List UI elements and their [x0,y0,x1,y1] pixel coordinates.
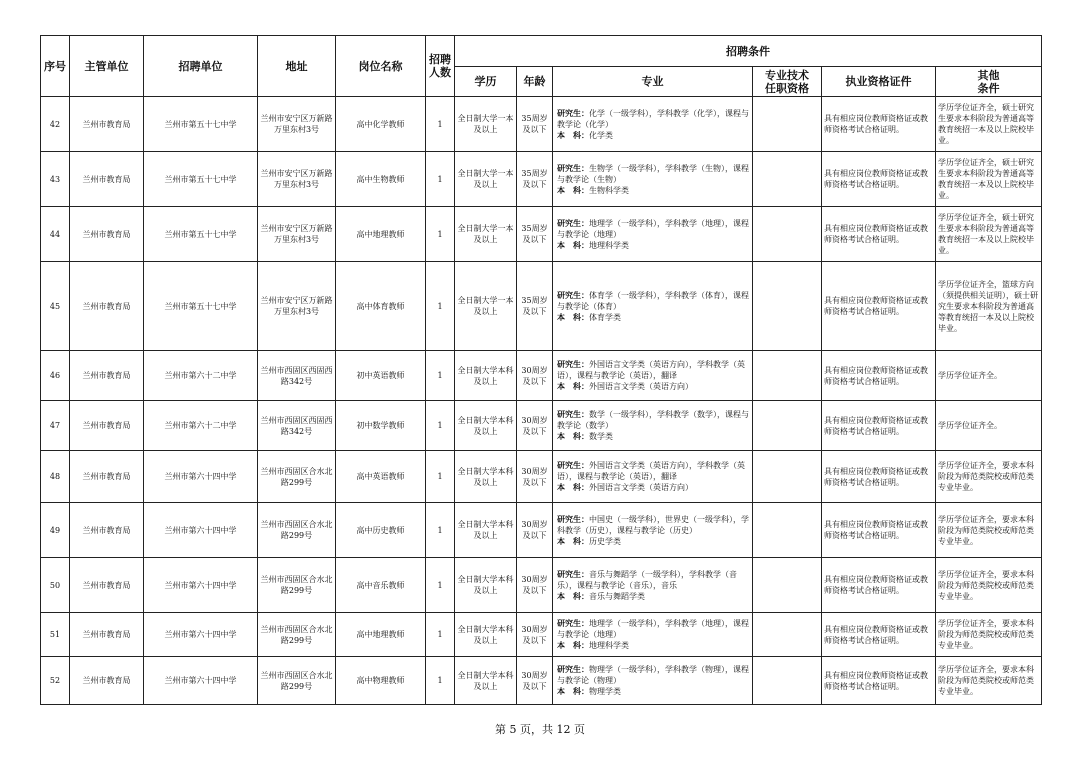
cell-education: 全日制大学一本及以上 [455,152,517,207]
grad-majors: 外国语言文学类（英语方向），学科教学（英语），课程与教学论（英语），翻译 [557,461,745,481]
header-education: 学历 [455,67,517,97]
cell-position: 高中物理教师 [336,657,426,705]
header-recruiting-unit: 招聘单位 [144,36,258,97]
grad-majors: 数学（一级学科），学科教学（数学），课程与教学论（数学） [557,410,749,430]
cell-major [553,558,753,613]
cell-certificate: 具有相应岗位教师资格证或教师资格考试合格证明。 [822,401,936,451]
cell-headcount: 1 [426,613,455,657]
cell-professional-title [753,207,822,262]
header-certificate: 执业资格证件 [822,67,936,97]
cell-position: 高中历史教师 [336,503,426,558]
header-other-conditions [936,67,1042,97]
cell-education: 全日制大学本科及以上 [455,351,517,401]
cell-address: 兰州市西固区合水北路299号 [258,613,336,657]
cell-serial-no: 50 [41,558,70,613]
undergrad-majors: 数学类 [589,432,613,441]
grad-label: 研究生： [557,618,589,628]
grad-label: 研究生： [557,162,589,173]
cell-education: 全日制大学一本及以上 [455,207,517,262]
page-footer: 第 5 页，共 12 页 [495,723,585,736]
cell-professional-title [753,351,822,401]
cell-serial-no: 45 [41,262,70,351]
cell-department: 兰州市教育局 [70,657,144,705]
cell-age: 35周岁及以下 [517,97,553,152]
table-row [41,207,1042,262]
table-row [41,351,1042,401]
cell-age: 30周岁及以下 [517,351,553,401]
grad-majors: 生物学（一级学科），学科教学（生物），课程与教学论（生物） [557,163,749,184]
cell-professional-title [753,262,822,351]
grad-label: 研究生： [557,513,589,524]
cell-other-conditions: 学历学位证齐全，要求本科阶段为师范类院校或师范类专业毕业。 [936,613,1042,657]
header-department: 主管单位 [70,36,144,97]
cell-certificate: 具有相应岗位教师资格证或教师资格考试合格证明。 [822,451,936,503]
cell-headcount: 1 [426,351,455,401]
cell-major [553,401,753,451]
header-other-line1: 其他 [977,68,1000,82]
cell-professional-title [753,451,822,503]
cell-professional-title [753,657,822,705]
cell-department: 兰州市教育局 [70,451,144,503]
cell-other-conditions: 学历学位证齐全。 [936,401,1042,451]
cell-serial-no: 47 [41,401,70,451]
header-headcount-line2: 人数 [429,66,451,79]
undergrad-label: 本 科： [557,686,589,696]
cell-headcount: 1 [426,451,455,503]
cell-address: 兰州市安宁区万新路万里东村3号 [258,262,336,351]
cell-address: 兰州市安宁区万新路万里东村3号 [258,97,336,152]
undergrad-label: 本 科： [557,381,589,391]
grad-majors: 物理学（一级学科），学科教学（物理），课程与教学论（物理） [557,665,749,685]
grad-majors: 地理学（一级学科），学科教学（地理），课程与教学论（地理） [557,619,749,639]
cell-address: 兰州市安宁区万新路万里东村3号 [258,152,336,207]
cell-recruiting-unit: 兰州市第五十七中学 [144,262,258,351]
cell-headcount: 1 [426,152,455,207]
cell-certificate: 具有相应岗位教师资格证或教师资格考试合格证明。 [822,503,936,558]
cell-department: 兰州市教育局 [70,207,144,262]
cell-other-conditions: 学历学位证齐全，要求本科阶段为师范类院校或师范类专业毕业。 [936,558,1042,613]
table-row [41,613,1042,657]
grad-majors: 化学（一级学科），学科教学（化学），课程与教学论（化学） [557,108,749,129]
cell-address: 兰州市西固区合水北路299号 [258,503,336,558]
undergrad-majors: 化学类 [589,130,613,140]
table-row [41,451,1042,503]
undergrad-majors: 音乐与舞蹈学类 [589,591,645,601]
cell-address: 兰州市西固区合水北路299号 [258,657,336,705]
header-other-line2: 条件 [977,81,1000,95]
grad-label: 研究生： [557,568,589,579]
cell-recruiting-unit: 兰州市第五十七中学 [144,97,258,152]
undergrad-label: 本 科： [557,640,589,650]
header-address: 地址 [258,36,336,97]
cell-department: 兰州市教育局 [70,351,144,401]
header-professional-title [753,67,822,97]
cell-department: 兰州市教育局 [70,503,144,558]
table-row [41,401,1042,451]
cell-major [553,657,753,705]
grad-label: 研究生： [557,359,589,369]
undergrad-majors: 体育学类 [589,312,621,322]
cell-age: 35周岁及以下 [517,207,553,262]
table-row [41,152,1042,207]
cell-major [553,351,753,401]
cell-certificate: 具有相应岗位教师资格证或教师资格考试合格证明。 [822,152,936,207]
cell-age: 30周岁及以下 [517,401,553,451]
header-conditions: 招聘条件 [455,36,1042,67]
cell-major [553,262,753,351]
table-header [41,36,1042,97]
cell-headcount: 1 [426,207,455,262]
cell-age: 30周岁及以下 [517,503,553,558]
header-serial-no: 序号 [41,36,70,97]
grad-label: 研究生： [557,217,589,228]
cell-professional-title [753,503,822,558]
cell-certificate: 具有相应岗位教师资格证或教师资格考试合格证明。 [822,262,936,351]
table-row [41,558,1042,613]
recruitment-table [40,35,1042,705]
cell-major [553,503,753,558]
cell-education: 全日制大学一本及以上 [455,262,517,351]
cell-other-conditions: 学历学位证齐全。 [936,351,1042,401]
cell-certificate: 具有相应岗位教师资格证或教师资格考试合格证明。 [822,207,936,262]
cell-education: 全日制大学本科及以上 [455,451,517,503]
cell-headcount: 1 [426,657,455,705]
undergrad-label: 本 科： [557,482,589,492]
cell-certificate: 具有相应岗位教师资格证或教师资格考试合格证明。 [822,97,936,152]
cell-position: 高中生物教师 [336,152,426,207]
cell-education: 全日制大学本科及以上 [455,503,517,558]
cell-department: 兰州市教育局 [70,262,144,351]
grad-majors: 外国语言文学类（英语方向），学科教学（英语），课程与教学论（英语），翻译 [557,360,745,380]
cell-serial-no: 48 [41,451,70,503]
cell-major [553,451,753,503]
recruitment-table-page [40,35,1041,705]
header-headcount-line1: 招聘 [429,53,451,66]
cell-serial-no: 43 [41,152,70,207]
cell-certificate: 具有相应岗位教师资格证或教师资格考试合格证明。 [822,613,936,657]
cell-professional-title [753,152,822,207]
cell-department: 兰州市教育局 [70,558,144,613]
cell-serial-no: 42 [41,97,70,152]
cell-position: 初中数学教师 [336,401,426,451]
cell-recruiting-unit: 兰州市第六十二中学 [144,351,258,401]
cell-other-conditions: 学历学位证齐全，要求本科阶段为师范类院校或师范类专业毕业。 [936,451,1042,503]
undergrad-majors: 外国语言文学类（英语方向） [589,483,693,492]
cell-position: 高中化学教师 [336,97,426,152]
cell-recruiting-unit: 兰州市第五十七中学 [144,152,258,207]
undergrad-majors: 物理学类 [589,687,621,696]
cell-address: 兰州市西固区合水北路299号 [258,558,336,613]
cell-major [553,613,753,657]
cell-recruiting-unit: 兰州市第六十二中学 [144,401,258,451]
cell-serial-no: 44 [41,207,70,262]
cell-position: 高中地理教师 [336,613,426,657]
grad-label: 研究生： [557,289,589,300]
cell-serial-no: 52 [41,657,70,705]
cell-address: 兰州市西固区西固西路342号 [258,351,336,401]
table-row [41,657,1042,705]
cell-age: 35周岁及以下 [517,152,553,207]
cell-other-conditions: 学历学位证齐全，要求本科阶段为师范类院校或师范类专业毕业。 [936,657,1042,705]
cell-serial-no: 49 [41,503,70,558]
cell-age: 30周岁及以下 [517,451,553,503]
cell-recruiting-unit: 兰州市第五十七中学 [144,207,258,262]
cell-other-conditions: 学历学位证齐全，硕士研究生要求本科阶段为普通高等教育统招一本及以上院校毕业。 [936,152,1042,207]
cell-education: 全日制大学本科及以上 [455,401,517,451]
undergrad-label: 本 科： [557,431,589,441]
cell-recruiting-unit: 兰州市第六十四中学 [144,558,258,613]
grad-majors: 地理学（一级学科），学科教学（地理），课程与教学论（地理） [557,218,749,239]
cell-professional-title [753,401,822,451]
cell-other-conditions: 学历学位证齐全，硕士研究生要求本科阶段为普通高等教育统招一本及以上院校毕业。 [936,97,1042,152]
cell-serial-no: 51 [41,613,70,657]
cell-department: 兰州市教育局 [70,401,144,451]
table-row [41,262,1042,351]
cell-department: 兰州市教育局 [70,152,144,207]
cell-age: 30周岁及以下 [517,558,553,613]
undergrad-label: 本 科： [557,239,589,250]
undergrad-label: 本 科： [557,535,589,546]
cell-recruiting-unit: 兰州市第六十四中学 [144,613,258,657]
header-age: 年龄 [517,67,553,97]
cell-position: 高中地理教师 [336,207,426,262]
grad-label: 研究生： [557,409,589,419]
undergrad-majors: 外国语言文学类（英语方向） [589,382,693,391]
cell-major [553,97,753,152]
table-body [41,97,1042,705]
cell-age: 35周岁及以下 [517,262,553,351]
cell-professional-title [753,558,822,613]
header-title-line1: 专业技术 [765,68,809,82]
cell-headcount: 1 [426,97,455,152]
cell-address: 兰州市西固区西固西路342号 [258,401,336,451]
cell-recruiting-unit: 兰州市第六十四中学 [144,451,258,503]
cell-certificate: 具有相应岗位教师资格证或教师资格考试合格证明。 [822,657,936,705]
cell-other-conditions: 学历学位证齐全，硕士研究生要求本科阶段为普通高等教育统招一本及以上院校毕业。 [936,207,1042,262]
grad-label: 研究生： [557,664,589,674]
table-row [41,503,1042,558]
cell-headcount: 1 [426,262,455,351]
undergrad-majors: 历史学类 [589,536,621,546]
undergrad-label: 本 科： [557,311,589,322]
cell-position: 初中英语教师 [336,351,426,401]
undergrad-majors: 地理科学类 [589,240,629,250]
cell-certificate: 具有相应岗位教师资格证或教师资格考试合格证明。 [822,351,936,401]
header-major: 专业 [553,67,753,97]
cell-other-conditions: 学历学位证齐全，要求本科阶段为师范类院校或师范类专业毕业。 [936,503,1042,558]
cell-address: 兰州市安宁区万新路万里东村3号 [258,207,336,262]
cell-recruiting-unit: 兰州市第六十四中学 [144,503,258,558]
undergrad-majors: 地理科学类 [589,641,629,650]
grad-majors: 音乐与舞蹈学（一级学科），学科教学（音乐），课程与教学论（音乐），音乐 [557,569,737,590]
cell-headcount: 1 [426,401,455,451]
undergrad-majors: 生物科学类 [589,185,629,195]
grad-majors: 体育学（一级学科），学科教学（体育），课程与教学论（体育） [557,290,749,311]
cell-education: 全日制大学一本及以上 [455,97,517,152]
cell-recruiting-unit: 兰州市第六十四中学 [144,657,258,705]
cell-headcount: 1 [426,503,455,558]
cell-other-conditions: 学历学位证齐全，篮球方向（须提供相关证明），硕士研究生要求本科阶段为普通高等教育统招一本及以上院校毕业。 [936,262,1042,351]
cell-education: 全日制大学本科及以上 [455,657,517,705]
undergrad-label: 本 科： [557,129,589,140]
cell-headcount: 1 [426,558,455,613]
grad-label: 研究生： [557,107,589,118]
cell-department: 兰州市教育局 [70,613,144,657]
cell-education: 全日制大学本科及以上 [455,558,517,613]
grad-label: 研究生： [557,460,589,470]
cell-professional-title [753,613,822,657]
cell-department: 兰州市教育局 [70,97,144,152]
table-row [41,97,1042,152]
cell-address: 兰州市西固区合水北路299号 [258,451,336,503]
cell-professional-title [753,97,822,152]
cell-position: 高中音乐教师 [336,558,426,613]
cell-age: 30周岁及以下 [517,657,553,705]
undergrad-label: 本 科： [557,184,589,195]
cell-certificate: 具有相应岗位教师资格证或教师资格考试合格证明。 [822,558,936,613]
cell-serial-no: 46 [41,351,70,401]
cell-education: 全日制大学本科及以上 [455,613,517,657]
grad-majors: 中国史（一级学科），世界史（一级学科），学科教学（历史），课程与教学论（历史） [557,514,749,535]
cell-major [553,207,753,262]
header-title-line2: 任职资格 [765,81,809,95]
header-headcount [426,36,455,97]
cell-major [553,152,753,207]
cell-position: 高中体育教师 [336,262,426,351]
undergrad-label: 本 科： [557,590,589,601]
cell-age: 30周岁及以下 [517,613,553,657]
cell-position: 高中英语教师 [336,451,426,503]
header-position: 岗位名称 [336,36,426,97]
